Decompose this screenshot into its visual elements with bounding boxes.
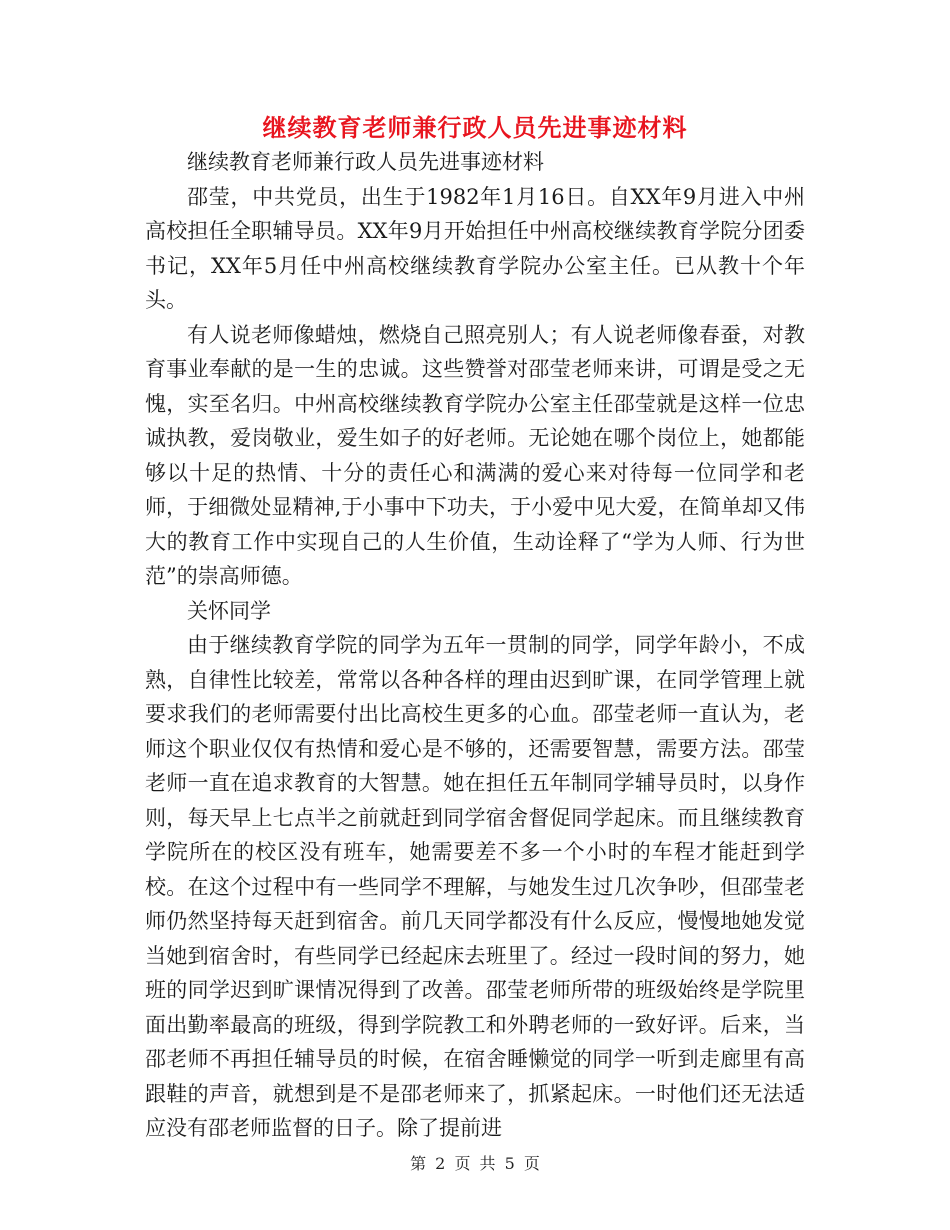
praise-paragraph: 有人说老师像蜡烛，燃烧自己照亮别人；有人说老师像春蚕，对教育事业奉献的是一生的忠诚。这些赞誉对邵莹老师来讲，可谓是受之无愧，实至名归。中州高校继续教育学院办公室主任邵莹就是这样一位忠诚执教，爱岗敬业，爱生如子的好老师。无论她在哪个岗位上，她都能够以十足的热情、十分的责任心和满满的爱心来对待每一位同学和老师，于细微处显精神,于小事中下功夫，于小爱中见大爱，在简单却又伟大的教育工作中实现自己的人生价值，生动诠释了“学为人师、行为世范”的崇高师德。 <box>145 322 805 588</box>
care-paragraph: 由于继续教育学院的同学为五年一贯制的同学，同学年龄小，不成熟，自律性比较差，常常以各种各样的理由迟到旷课，在同学管理上就要求我们的老师需要付出比高校生更多的心血。邵莹老师一直认为，老师这个职业仅仅有热情和爱心是不够的，还需要智慧，需要方法。邵莹老师一直在追求教育的大智慧。她在担任五年制同学辅导员时，以身作则，每天早上七点半之前就赶到同学宿舍督促同学起床。而且继续教育学院所在的校区没有班车，她需要差不多一个小时的车程才能赶到学校。在这个过程中有一些同学不理解，与她发生过几次争吵，但邵莹老师仍然坚持每天赶到宿舍。前几天同学都没有什么反应，慢慢地她发觉当她到宿舍时，有些同学已经起床去班里了。经过一段时间的努力，她班的同学迟到旷课情况得到了改善。邵莹老师所带的班级始终是学院里面出勤率最高的班级，得到学院教工和外聘老师的一致好评。后来，当邵老师不再担任辅导员的时候，在宿舍睡懒觉的同学一听到走廊里有高跟鞋的声音，就想到是不是邵老师来了，抓紧起床。一时他们还无法适应没有邵老师监督的日子。除了提前进 <box>145 633 805 1140</box>
document-body <box>145 145 805 1146</box>
document-title: 继续教育老师兼行政人员先进事迹材料 <box>262 113 688 142</box>
intro-paragraph: 邵莹，中共党员，出生于1982年1月16日。自XX年9月进入中州高校担任全职辅导员。XX年9月开始担任中州高校继续教育学院分团委书记，XX年5月任中州高校继续教育学院办公室主任。已从教十个年头。 <box>145 184 805 312</box>
page-number-footer: 第 2 页 共 5 页 <box>410 1154 540 1173</box>
section-heading: 关怀同学 <box>187 598 271 623</box>
subtitle-paragraph: 继续教育老师兼行政人员先进事迹材料 <box>187 150 544 174</box>
